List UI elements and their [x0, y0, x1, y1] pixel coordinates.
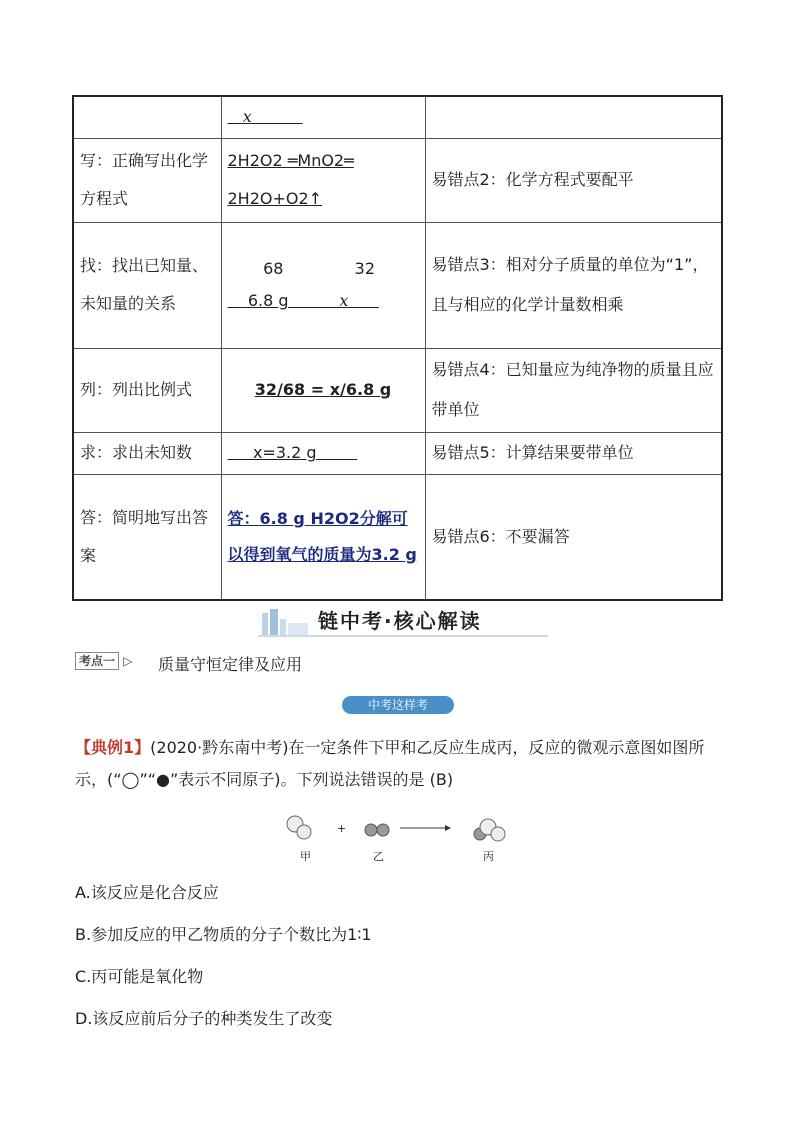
- answer-cell: 答：6.8 g H2O2分解可以得到氧气的质量为3.2 g: [221, 474, 425, 600]
- table-row: [73, 96, 722, 138]
- exam-badge: 中考这样考: [342, 696, 454, 714]
- table-row: [73, 138, 722, 222]
- table-row: [73, 348, 722, 432]
- section-banner: [258, 603, 548, 639]
- ratio-cell: 32/68 = x/6.8 g: [221, 348, 425, 432]
- table-row: [73, 222, 722, 348]
- table-row: [73, 474, 722, 600]
- step-cell: 列：列出比例式: [73, 348, 221, 432]
- relation-cell: 68 32 6.8 g x: [221, 222, 425, 348]
- label-jia: 甲: [300, 850, 311, 863]
- reaction-diagram: [285, 812, 525, 866]
- equation-cell: 2H2O2 ═MnO2═ 2H2O+O2↑: [221, 138, 425, 222]
- note-cell: 易错点5：计算结果要带单位: [425, 432, 722, 474]
- molecule-diagram: [285, 812, 525, 852]
- option-b: B.参加反应的甲乙物质的分子个数比为1∶1: [75, 925, 372, 944]
- kaodian-title: 质量守恒定律及应用: [158, 655, 303, 674]
- note-cell: 易错点6：不要漏答: [425, 474, 722, 600]
- label-yi: 乙: [373, 850, 384, 863]
- step-cell: 写：正确写出化学方程式: [73, 138, 221, 222]
- step-cell: 答：简明地写出答案: [73, 474, 221, 600]
- step-cell: 找：找出已知量、未知量的关系: [73, 222, 221, 348]
- note-cell: 易错点3：相对分子质量的单位为“1”，且与相应的化学计量数相乘: [425, 222, 722, 348]
- note-cell: [425, 96, 722, 138]
- option-d: D.该反应前后分子的种类发生了改变: [75, 1009, 333, 1028]
- work-cell: x: [221, 96, 425, 138]
- option-c: C.丙可能是氧化物: [75, 967, 204, 986]
- result-cell: x=3.2 g: [221, 432, 425, 474]
- building-icon: [258, 605, 314, 637]
- table-row: [73, 432, 722, 474]
- solution-table: [72, 95, 721, 601]
- option-a: A.该反应是化合反应: [75, 883, 219, 902]
- step-cell: [73, 96, 221, 138]
- example-paragraph: 【典例1】(2020·黔东南中考)在一定条件下甲和乙反应生成丙，反应的微观示意图如图所示，(“◯”“●”表示不同原子)。下列说法错误的是 (B): [75, 738, 705, 789]
- note-cell: 易错点2：化学方程式要配平: [425, 138, 722, 222]
- kaodian-tag: 考点一 ▷: [75, 652, 132, 669]
- note-cell: 易错点4：已知量应为纯净物的质量且应带单位: [425, 348, 722, 432]
- step-cell: 求：求出未知数: [73, 432, 221, 474]
- label-bing: 丙: [483, 850, 494, 863]
- plus-sign: +: [337, 822, 347, 835]
- banner-title: 链中考·核心解读: [318, 609, 482, 633]
